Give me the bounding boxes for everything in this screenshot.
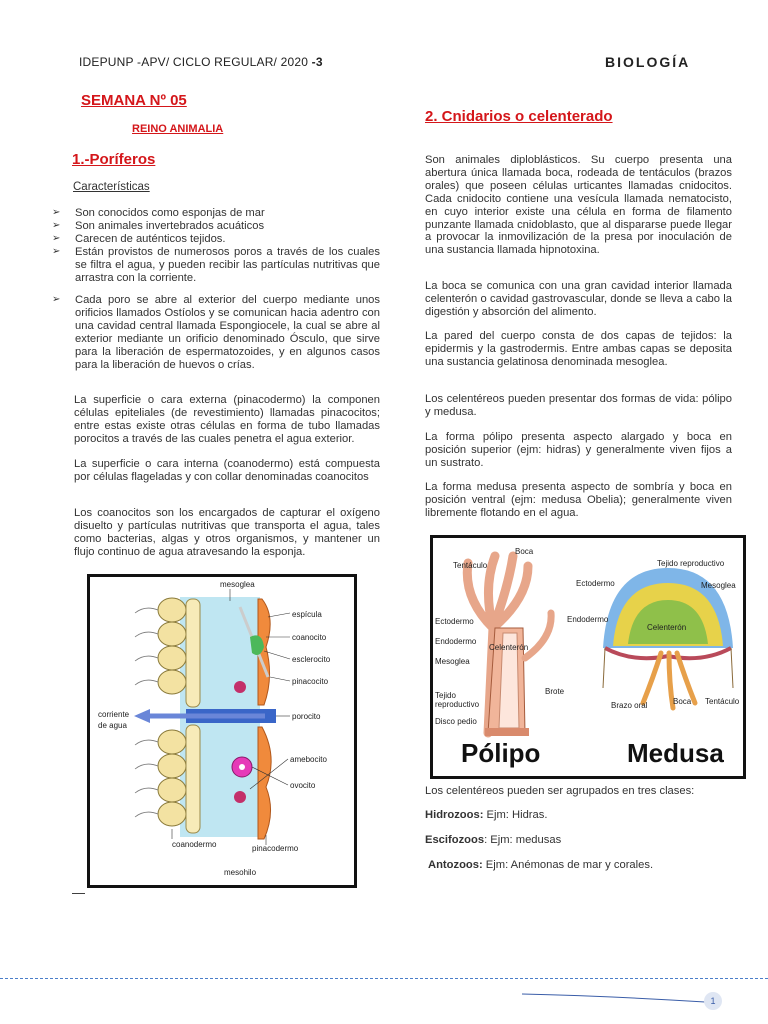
week-title: SEMANA Nº 05 [81,92,187,109]
paragraph-polyp: La forma pólipo presenta aspecto alargado y boca en posición superior (ejm: hidras) y generalmente viven fijos a un sustrato. [425,431,732,469]
amoebocyte-2 [234,791,246,803]
label-celenteron-polyp: Celenterón [489,643,529,652]
sponge-wall-diagram [90,577,354,885]
label-ectodermo: Ectodermo [435,617,474,626]
header-subject: BIOLOGÍA [605,54,691,70]
section-cnidaria-title: 2. Cnidarios o celenterado [425,108,613,125]
characteristics-label: Características [73,181,150,193]
label-brote: Brote [545,687,565,696]
label-coanocito: coanocito [292,633,327,642]
label-mesoglea-medusa: Mesoglea [701,581,736,590]
amoebocyte [234,681,246,693]
dash-mark: — [72,885,85,900]
class-escifozoos: Escifozoos: Ejm: medusas [425,834,562,846]
paragraph-cnidaria-intro: Son animales diploblásticos. Su cuerpo presenta una abertura única llamada boca, rodeada de tentáculos (brazos orales) que poseen células urticantes llamadas cnidocitos. Cada cnidocito contiene una vesícula llamada nematocisto, en cuyo interior existe una célula en forma de filamento punzante llamada cnidoblasto, que al dispararse puede llegar a provocar la inmovilización de la presa por inoculación de una sustancia llamada hipnotoxina. [425,154,732,257]
label-tentaculo: Tentáculo [453,561,488,570]
paragraph-classes: Los celentéreos pueden ser agrupados en tres clases: [425,785,695,797]
label-polipo: Pólipo [461,738,541,768]
characteristics-list [52,207,380,284]
header-left: IDEPUNP -APV/ CICLO REGULAR/ 2020 -3 [79,55,323,69]
label-tejido: Tejido [435,691,456,700]
oocyte-nucleus [239,764,245,770]
label-reproductivo: reproductivo [435,700,480,709]
kingdom-title: REINO ANIMALIA [132,123,224,135]
paragraph-forms: Los celentéreos pueden presentar dos formas de vida: pólipo y medusa. [425,393,732,418]
characteristics-list-2 [52,294,380,371]
label-ectodermo-medusa: Ectodermo [576,579,615,588]
paragraph-coanocitos: Los coanocitos son los encargados de capturar el oxígeno disuelto y partículas nutritivas que transporta el agua, tales como bacterias, algas y otros organismos, y mantener un flujo continuo de agua atravesando la esponja. [74,507,380,558]
class-hidrozoos: Hidrozoos: Ejm: Hidras. [425,809,548,821]
paragraph-medusa: La forma medusa presenta aspecto de sombría y boca en posición ventral (ejm: medusa Obelia); generalmente viven libremente flotando en el agua. [425,481,732,519]
paragraph-coanodermo: La superficie o cara interna (coanodermo) está compuesta por células flageladas y con collar denominadas coanocitos [74,458,380,483]
paragraph-body-wall: La pared del cuerpo consta de dos capas de tejidos: la epidermis y la gastrodermis. Entre ambas capas se deposita una sustancia gelatinosa denominada mesoglea. [425,330,732,368]
label-boca-medusa: Boca [673,697,692,706]
label-de-agua: de agua [98,721,127,730]
label-mesoglea-polyp: Mesoglea [435,657,470,666]
label-coanodermo: coanodermo [172,840,217,849]
header-page-number: -3 [311,55,323,69]
arrow-bullet-icon: ➢ [52,245,61,257]
label-medusa-title: Medusa [627,738,724,768]
arrow-bullet-icon: ➢ [52,294,61,305]
label-pinacodermo: pinacodermo [252,844,299,853]
label-celenteron-medusa: Celenterón [647,623,687,632]
label-pinacocito: pinacocito [292,677,329,686]
label-porocito: porocito [292,712,321,721]
label-mesohilo: mesohilo [224,868,257,877]
list-item: ➢ Están provistos de numerosos poros a través de los cuales se filtra el agua, y pueden recibir las partículas nutritivas que arrastra con la corriente. [52,245,380,284]
polyp-medusa-diagram [433,538,743,776]
label-esclerocito: esclerocito [292,655,331,664]
arrow-head-icon [134,709,150,723]
list-item: ➢ Son conocidos como esponjas de mar [52,207,265,219]
arrow-bullet-icon: ➢ [52,219,61,231]
list-item: ➢ Son animales invertebrados acuáticos [52,219,265,232]
class-antozoos: Antozoos: Ejm: Anémonas de mar y corales. [428,859,654,871]
list-item: ➢ Cada poro se abre al exterior del cuerpo mediante unos orificios llamados Ostíolos y se comunican hacia adentro con una cavidad central llamada Espongiocele, la cual se abre al exterior mediante un orificio denominado Ósculo, que sirve para la liberación de espermatozoides, y en algunos casos para la liberación de huevos o crías. [52,294,380,371]
arrow-bullet-icon: ➢ [52,207,61,218]
arrow-bullet-icon: ➢ [52,232,61,244]
label-mesoglea: mesoglea [220,580,255,589]
label-tentaculo-medusa: Tentáculo [705,697,740,706]
label-amebocito: amebocito [290,755,327,764]
sponge-wall-figure [87,574,357,888]
label-endodermo: Endodermo [435,637,477,646]
label-endodermo-medusa: Endodermo [567,615,609,624]
footer-divider [0,978,768,979]
label-boca: Boca [515,547,534,556]
footer-swoosh [520,990,710,1004]
label-corriente: corriente [98,710,130,719]
polyp-medusa-figure [430,535,746,779]
label-tejido-reproductivo: Tejido reproductivo [657,559,725,568]
label-brazo-oral: Brazo oral [611,701,648,710]
list-item: ➢ Carecen de auténticos tejidos. [52,232,226,245]
page-number: 1 [704,992,722,1010]
label-espicula: espícula [292,610,322,619]
label-disco-pedio: Disco pedio [435,717,477,726]
section-porifera-title: 1.-Poríferos [72,151,156,168]
paragraph-celenteron: La boca se comunica con una gran cavidad interior llamada celenterón o cavidad gastrovascular, donde se lleva a cabo la digestión y absorción del alimento. [425,280,732,318]
label-ovocito: ovocito [290,781,316,790]
paragraph-pinacodermo: La superficie o cara externa (pinacodermo) la componen células epiteliales (de revestimiento) llamadas pinacocitos; entre estas existe otras células en forma de tubo llamadas porocitos a través de las cuales penetra el agua exterior. [74,394,380,445]
